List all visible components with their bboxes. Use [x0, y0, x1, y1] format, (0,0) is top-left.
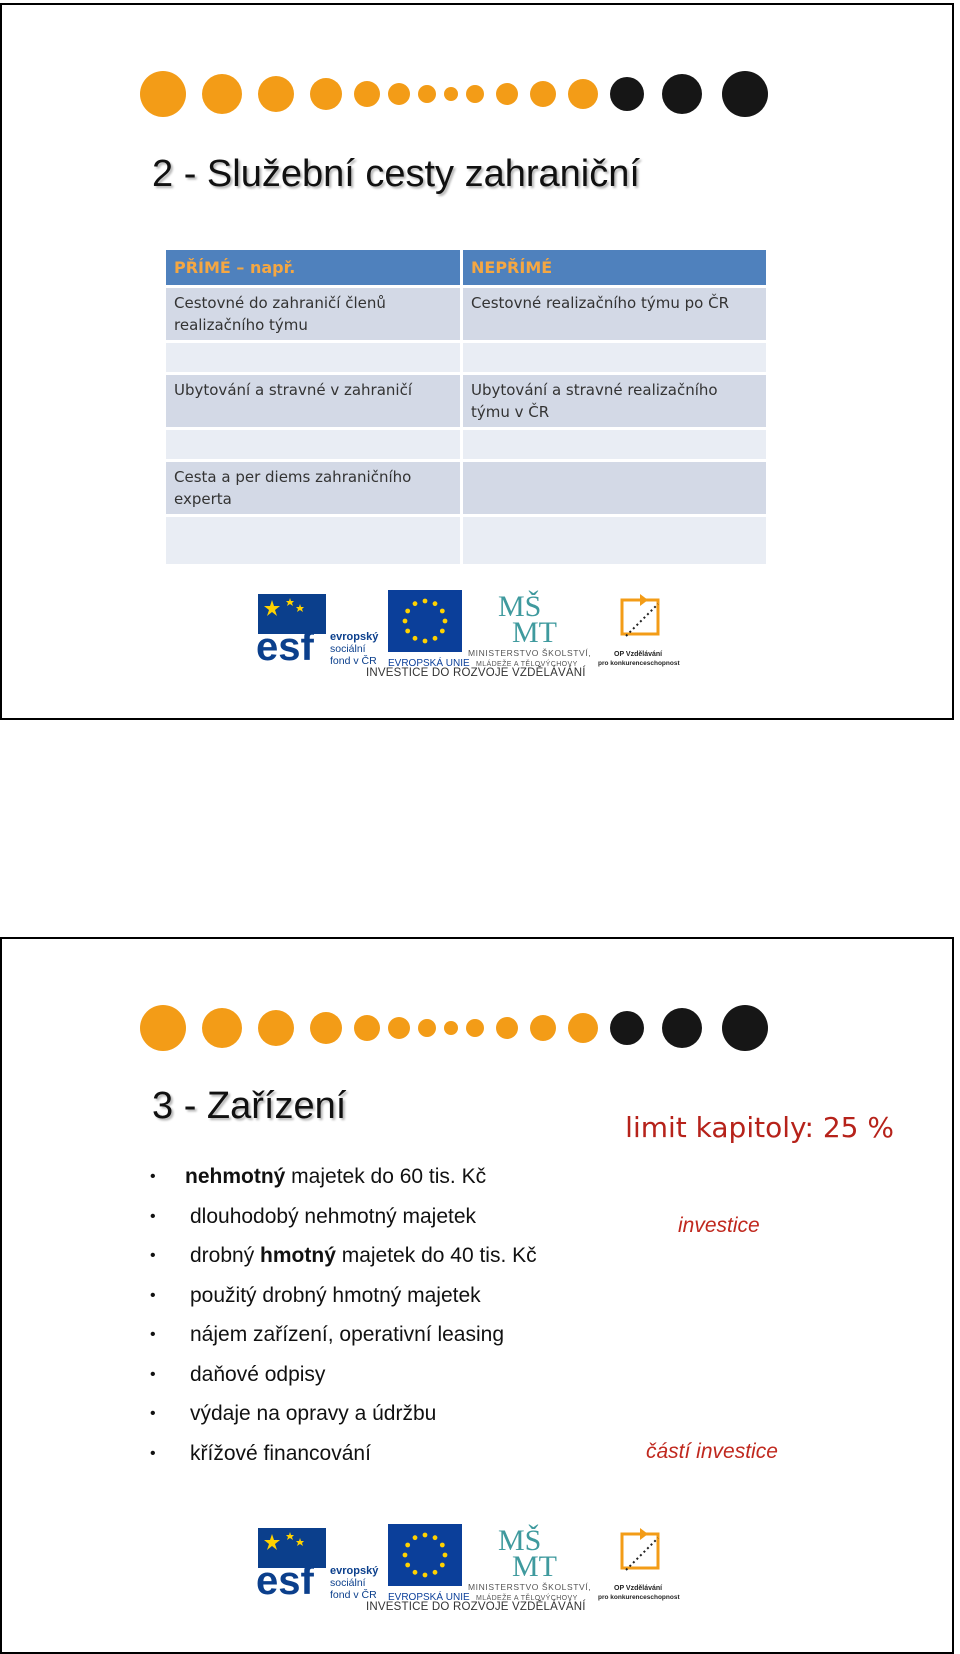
svg-text:esf: esf	[256, 625, 314, 669]
table-cell	[463, 462, 766, 514]
eu-star-icon	[405, 609, 410, 614]
decorative-dot	[354, 1015, 380, 1041]
decorative-dot	[466, 1019, 484, 1037]
eu-star-icon	[433, 1535, 438, 1540]
eu-star-icon	[433, 1570, 438, 1575]
decorative-dot	[354, 81, 380, 107]
eu-star-icon	[423, 1533, 428, 1538]
eu-star-icon	[405, 1543, 410, 1548]
eu-star-icon	[413, 636, 418, 641]
decorative-dots	[140, 1001, 820, 1055]
list-item-part: drobný	[190, 1244, 261, 1267]
decorative-dot	[662, 1008, 702, 1048]
eu-flag-icon	[388, 1524, 462, 1586]
svg-text:MINISTERSTVO ŠKOLSTVÍ,: MINISTERSTVO ŠKOLSTVÍ,	[468, 648, 592, 658]
eu-flag-icon	[388, 590, 462, 652]
decorative-dot	[444, 87, 458, 101]
eu-star-icon	[423, 639, 428, 644]
eu-star-icon	[433, 601, 438, 606]
decorative-dot	[610, 1011, 644, 1045]
table-row	[166, 375, 766, 427]
list-item-text	[185, 1165, 486, 1189]
table-cell: Cestovné do zahraničí členů realizačního týmu	[166, 288, 460, 340]
table-cell	[463, 343, 766, 372]
decorative-dot	[568, 79, 598, 109]
list-item-emphasis: nehmotný	[185, 1165, 286, 1188]
bullet-icon: •	[150, 1326, 156, 1343]
msmt-logo-icon	[498, 590, 557, 649]
logos-caption: INVESTICE DO ROZVOJE VZDĚLÁVÁNÍ	[366, 1601, 586, 1613]
eu-star-icon	[443, 619, 448, 624]
decorative-dot	[444, 1021, 458, 1035]
eu-star-icon	[405, 1563, 410, 1568]
svg-text:MINISTERSTVO ŠKOLSTVÍ,: MINISTERSTVO ŠKOLSTVÍ,	[468, 1582, 592, 1592]
decorative-dot	[202, 1008, 242, 1048]
list-item-text	[190, 1205, 476, 1229]
bullet-icon: •	[150, 1207, 156, 1225]
decorative-dot	[722, 71, 768, 117]
logos-strip-icon	[254, 590, 714, 670]
decorative-dot	[258, 1010, 294, 1046]
esf-logo-icon	[256, 594, 326, 669]
table-cell	[463, 430, 766, 459]
svg-text:sociální: sociální	[330, 643, 366, 655]
decorative-dot	[418, 85, 436, 103]
svg-text:MT: MT	[512, 616, 557, 649]
svg-text:sociální: sociální	[330, 1577, 366, 1589]
list-item-text	[190, 1244, 537, 1268]
list-item-text	[190, 1284, 481, 1308]
decorative-dot	[496, 1017, 518, 1039]
funding-logos	[254, 1524, 714, 1624]
casti-investice-note: částí investice	[646, 1440, 778, 1463]
table-cell	[166, 517, 460, 564]
bullet-icon: •	[150, 1286, 156, 1304]
svg-text:EVROPSKÁ UNIE: EVROPSKÁ UNIE	[388, 658, 470, 669]
table-cell: Cestovné realizačního týmu po ČR	[463, 288, 766, 340]
list-item-text	[190, 1402, 436, 1426]
list-item	[150, 1284, 810, 1324]
table-row	[166, 343, 766, 372]
eu-star-icon	[443, 1553, 448, 1558]
svg-text:fond v ČR: fond v ČR	[330, 1589, 377, 1601]
bullet-icon: •	[150, 1168, 156, 1185]
table-row	[166, 430, 766, 459]
list-item-text	[190, 1323, 504, 1347]
eu-star-icon	[413, 1570, 418, 1575]
decorative-dot	[530, 1015, 556, 1041]
list-item-text	[190, 1363, 325, 1387]
table-cell: Cesta a per diems zahraničního experta	[166, 462, 460, 514]
eu-star-icon	[433, 636, 438, 641]
decorative-dot	[610, 77, 644, 111]
decorative-dots	[140, 67, 820, 121]
eu-star-icon	[440, 1543, 445, 1548]
list-item-emphasis: hmotný	[260, 1244, 336, 1267]
bullet-icon: •	[150, 1405, 156, 1422]
list-item-part: majetek do 40 tis. Kč	[335, 1244, 537, 1267]
list-item	[150, 1244, 810, 1284]
svg-text:evropský: evropský	[330, 631, 379, 643]
eu-star-icon	[413, 601, 418, 606]
slide-2	[0, 937, 954, 1654]
table-row	[166, 517, 766, 564]
slide-title: 3 - Zařízení	[152, 1085, 347, 1127]
svg-text:MT: MT	[512, 1550, 557, 1583]
list-item	[150, 1165, 810, 1205]
svg-text:OP Vzdělávání: OP Vzdělávání	[614, 1585, 663, 1592]
equipment-list	[150, 1165, 810, 1481]
table-cell	[166, 430, 460, 459]
decorative-dot	[722, 1005, 768, 1051]
decorative-dot	[310, 78, 342, 110]
svg-text:evropský: evropský	[330, 1565, 379, 1577]
logos-caption: INVESTICE DO ROZVOJE VZDĚLÁVÁNÍ	[366, 667, 586, 679]
slide-title: 2 - Služební cesty zahraniční	[152, 153, 640, 195]
list-item-part: použitý drobný hmotný majetek	[190, 1283, 481, 1307]
list-item-part: daňové odpisy	[190, 1362, 326, 1386]
table-cell: Ubytování a stravné v zahraničí	[166, 375, 460, 427]
eu-star-icon	[440, 1563, 445, 1568]
esf-logo-icon	[256, 1528, 326, 1603]
list-item-part: nájem zařízení, operativní leasing	[190, 1323, 505, 1346]
decorative-dot	[310, 1012, 342, 1044]
list-item	[150, 1402, 810, 1442]
svg-text:MLÁDEŽE A TĚLOVÝCHOVY: MLÁDEŽE A TĚLOVÝCHOVY	[476, 661, 578, 668]
decorative-dot	[530, 81, 556, 107]
decorative-dot	[140, 1005, 186, 1051]
list-item-part: výdaje na opravy a údržbu	[190, 1402, 437, 1425]
table-row	[166, 288, 766, 340]
table-cell	[463, 517, 766, 564]
decorative-dot	[202, 74, 242, 114]
decorative-dot	[496, 83, 518, 105]
msmt-logo-icon	[498, 1524, 557, 1583]
eu-star-icon	[403, 619, 408, 624]
table-row	[166, 462, 766, 514]
bullet-icon: •	[150, 1365, 156, 1383]
decorative-dot	[466, 85, 484, 103]
svg-text:OP Vzdělávání: OP Vzdělávání	[614, 651, 663, 658]
list-item-part: křížové financování	[190, 1441, 371, 1465]
eu-star-icon	[440, 609, 445, 614]
eu-star-icon	[440, 629, 445, 634]
list-item	[150, 1363, 810, 1403]
svg-text:MŠ: MŠ	[498, 1524, 542, 1557]
svg-text:esf: esf	[256, 1559, 314, 1603]
list-item-text	[190, 1442, 371, 1466]
investice-note: investice	[678, 1214, 760, 1237]
eu-star-icon	[423, 1573, 428, 1578]
decorative-dot	[662, 74, 702, 114]
table-header-indirect: NEPŘÍMÉ	[463, 250, 766, 285]
op-logo-icon	[622, 594, 658, 636]
bullet-icon: •	[150, 1247, 156, 1264]
svg-text:EVROPSKÁ UNIE: EVROPSKÁ UNIE	[388, 1592, 470, 1603]
svg-text:MLÁDEŽE A TĚLOVÝCHOVY: MLÁDEŽE A TĚLOVÝCHOVY	[476, 1595, 578, 1602]
budget-limit-label: limit kapitoly: 25 %	[625, 1111, 894, 1144]
eu-star-icon	[423, 599, 428, 604]
list-item	[150, 1323, 810, 1363]
eu-star-icon	[403, 1553, 408, 1558]
funding-logos	[254, 590, 714, 690]
table-header-direct: PŘÍMÉ – např.	[166, 250, 460, 285]
decorative-dot	[388, 83, 410, 105]
decorative-dot	[388, 1017, 410, 1039]
logos-strip-icon	[254, 1524, 714, 1604]
svg-text:MŠ: MŠ	[498, 590, 542, 623]
svg-text:pro konkurenceschopnost: pro konkurenceschopnost	[598, 660, 680, 667]
svg-text:fond v ČR: fond v ČR	[330, 655, 377, 667]
table-cell: Ubytování a stravné realizačního týmu v ČR	[463, 375, 766, 427]
list-item-part: majetek do 60 tis. Kč	[285, 1165, 487, 1188]
svg-text:pro konkurenceschopnost: pro konkurenceschopnost	[598, 1594, 680, 1601]
eu-star-icon	[405, 629, 410, 634]
decorative-dot	[418, 1019, 436, 1037]
eu-star-icon	[413, 1535, 418, 1540]
list-item-part: dlouhodobý nehmotný majetek	[190, 1204, 477, 1228]
bullet-icon: •	[150, 1444, 156, 1462]
comparison-table	[163, 247, 769, 567]
decorative-dot	[140, 71, 186, 117]
op-logo-icon	[622, 1528, 658, 1570]
slide-1	[0, 3, 954, 720]
decorative-dot	[568, 1013, 598, 1043]
decorative-dot	[258, 76, 294, 112]
table-cell	[166, 343, 460, 372]
